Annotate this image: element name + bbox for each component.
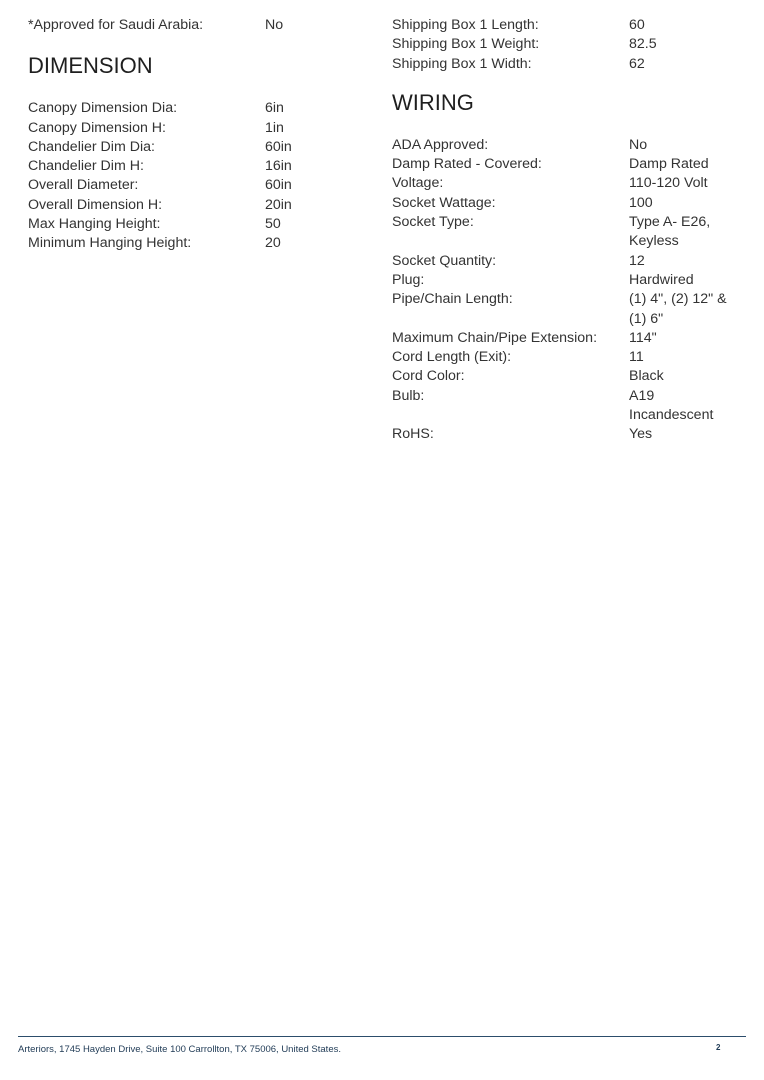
spec-value: 50 bbox=[265, 216, 281, 233]
footer-divider bbox=[18, 1036, 746, 1037]
spec-label: Overall Diameter: bbox=[28, 177, 139, 194]
spec-value: 62 bbox=[629, 55, 645, 72]
spec-value: 82.5 bbox=[629, 36, 657, 53]
spec-value: No bbox=[265, 17, 284, 33]
spec-row bbox=[28, 99, 368, 118]
spec-value: 100 bbox=[629, 194, 653, 211]
top-rows-right bbox=[392, 16, 752, 74]
spec-row bbox=[392, 425, 752, 444]
spec-value: 110-120 Volt bbox=[629, 175, 708, 192]
spec-label: Cord Color: bbox=[392, 368, 465, 385]
spec-label: Minimum Hanging Height: bbox=[28, 235, 192, 252]
spec-row bbox=[392, 271, 752, 290]
spec-label: Cord Length (Exit): bbox=[392, 349, 512, 366]
spec-value: Black bbox=[629, 368, 664, 385]
spec-value: 60 bbox=[629, 17, 645, 33]
spec-row bbox=[392, 290, 752, 329]
dimension-list bbox=[28, 99, 368, 253]
spec-label: Maximum Chain/Pipe Extension: bbox=[392, 329, 598, 346]
spec-value: 114" bbox=[629, 329, 657, 346]
spec-value: Hardwired bbox=[629, 271, 694, 288]
footer-address: Arteriors, 1745 Hayden Drive, Suite 100 Carrollton, TX 75006, United States. bbox=[18, 1044, 341, 1055]
right-column bbox=[392, 16, 752, 445]
spec-row bbox=[392, 136, 752, 155]
spec-row bbox=[392, 329, 752, 348]
spec-label: Bulb: bbox=[392, 387, 425, 404]
wiring-list bbox=[392, 136, 752, 445]
spec-row bbox=[28, 176, 368, 195]
spec-value: 1in bbox=[265, 119, 284, 136]
spec-label: Socket Quantity: bbox=[392, 252, 497, 269]
spec-row bbox=[392, 35, 752, 54]
spec-row bbox=[392, 367, 752, 386]
spec-row bbox=[392, 55, 752, 74]
spec-row bbox=[28, 196, 368, 215]
spec-row bbox=[392, 155, 752, 174]
spec-label: Socket Wattage: bbox=[392, 194, 496, 211]
spec-value: 11 bbox=[629, 349, 644, 366]
spec-row bbox=[392, 252, 752, 271]
spec-row bbox=[28, 138, 368, 157]
spec-label: RoHS: bbox=[392, 426, 434, 443]
spec-label: Shipping Box 1 Weight: bbox=[392, 36, 540, 53]
spec-label: Damp Rated - Covered: bbox=[392, 156, 542, 173]
spec-label: Shipping Box 1 Length: bbox=[392, 17, 539, 33]
spec-row bbox=[392, 194, 752, 213]
spec-value: No bbox=[629, 136, 648, 153]
spec-row bbox=[392, 16, 752, 35]
spec-label: Canopy Dimension Dia: bbox=[28, 100, 178, 117]
spec-row bbox=[392, 348, 752, 367]
top-rows-left bbox=[28, 16, 368, 35]
spec-label: Pipe/Chain Length: bbox=[392, 291, 513, 308]
section-title-wiring: WIRING bbox=[392, 89, 474, 115]
spec-label: Socket Type: bbox=[392, 214, 474, 231]
spec-label: Canopy Dimension H: bbox=[28, 119, 166, 136]
spec-value: 6in bbox=[265, 100, 284, 117]
spec-value: Damp Rated bbox=[629, 156, 709, 173]
spec-value: Yes bbox=[629, 426, 653, 443]
spec-label: Chandelier Dim H: bbox=[28, 158, 144, 175]
spec-value: (1) 4", (2) 12" & (1) 6" bbox=[629, 291, 727, 327]
spec-label: ADA Approved: bbox=[392, 136, 489, 153]
spec-row bbox=[392, 387, 752, 426]
spec-label: Shipping Box 1 Width: bbox=[392, 55, 532, 72]
spec-value: 12 bbox=[629, 252, 645, 269]
spec-value: Type A- E26, Keyless bbox=[629, 214, 711, 250]
spec-row bbox=[28, 119, 368, 138]
spec-row bbox=[28, 157, 368, 176]
spec-row bbox=[28, 215, 368, 234]
section-title-dimension: DIMENSION bbox=[28, 53, 153, 79]
left-column bbox=[28, 16, 368, 254]
spec-row bbox=[28, 234, 368, 253]
spec-label: Voltage: bbox=[392, 175, 444, 192]
spec-label: Overall Dimension H: bbox=[28, 196, 163, 213]
spec-value: 20in bbox=[265, 196, 292, 213]
spec-label: *Approved for Saudi Arabia: bbox=[28, 17, 204, 33]
spec-label: Chandelier Dim Dia: bbox=[28, 138, 155, 155]
spec-value: A19 Incandescent bbox=[629, 387, 714, 424]
spec-value: 16in bbox=[265, 158, 292, 175]
spec-row bbox=[392, 174, 752, 193]
page-number: 2 bbox=[716, 1043, 721, 1052]
spec-row bbox=[392, 213, 752, 252]
spec-row bbox=[28, 16, 368, 35]
spec-label: Max Hanging Height: bbox=[28, 216, 161, 233]
spec-value: 20 bbox=[265, 235, 281, 252]
spec-value: 60in bbox=[265, 138, 292, 155]
spec-label: Plug: bbox=[392, 271, 425, 288]
spec-value: 60in bbox=[265, 177, 292, 194]
